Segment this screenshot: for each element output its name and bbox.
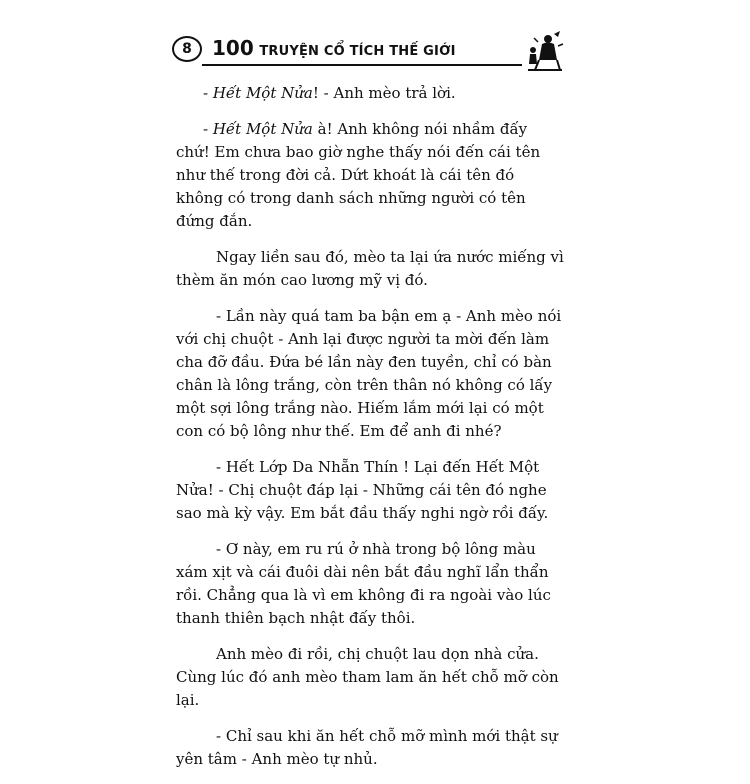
italic-name: Hết Một Nửa: [212, 120, 313, 138]
paragraph-7: Anh mèo đi rồi, chị chuột lau dọn nhà cửa. Cùng lúc đó anh mèo tham lam ăn hết chỗ mỡ còn lại.: [176, 645, 559, 709]
book-title: [212, 36, 456, 60]
paragraph-6: - Ơ này, em ru rú ở nhà trong bộ lông màu xám xịt và cái đuôi dài nên bắt đầu nghĩ lẩn thẩn rồi. Chẳng qua là vì em không đi ra ngoài vào lúc thanh thiên bạch nhật đấy thôi.: [176, 540, 551, 627]
paragraph-8: - Chỉ sau khi ăn hết chỗ mỡ mình mới thật sự yên tâm - Anh mèo tự nhủ.: [176, 727, 558, 768]
book-title-number: 100: [212, 36, 254, 60]
paragraph-1: - Hết Một Nửa! - Anh mèo trả lời.: [203, 84, 456, 102]
header-rule: [202, 64, 522, 66]
page-number-badge: 8: [172, 36, 202, 62]
italic-name: Hết Một Nửa: [212, 84, 313, 102]
storyteller-illustration-icon: [524, 30, 566, 72]
page-header: [172, 30, 567, 70]
paragraph-3: Ngay liền sau đó, mèo ta lại ứa nước miếng vì thèm ăn món cao lương mỹ vị đó.: [176, 248, 564, 289]
paragraph-4: - Lần này quá tam ba bận em ạ - Anh mèo nói với chị chuột - Anh lại được người ta mời đến làm cha đỡ đầu. Đứa bé lần này đen tuyền, chỉ có bàn chân là lông trắng, còn trên thân nó không có lấy một sợi lông trắng nào. Hiếm lắm mới lại có một con có bộ lông như thế. Em để anh đi nhé?: [176, 307, 562, 440]
paragraph-2: - Hết Một Nửa à! Anh không nói nhầm đấy chứ! Em chưa bao giờ nghe thấy nói đến cái tên như thế trong đời cả. Dứt khoát là cái tên đó không có trong danh sách những người có tên đứng đắn.: [176, 120, 541, 230]
book-title-text: TRUYỆN CỔ TÍCH THẾ GIỚI: [259, 44, 456, 59]
story-text: [176, 82, 564, 784]
paragraph-5: - Hết Lớp Da Nhẵn Thín ! Lại đến Hết Một Nửa! - Chị chuột đáp lại - Những cái tên đó nghe sao mà kỳ vậy. Em bắt đầu thấy nghi ngờ rồi đấy.: [176, 458, 549, 522]
